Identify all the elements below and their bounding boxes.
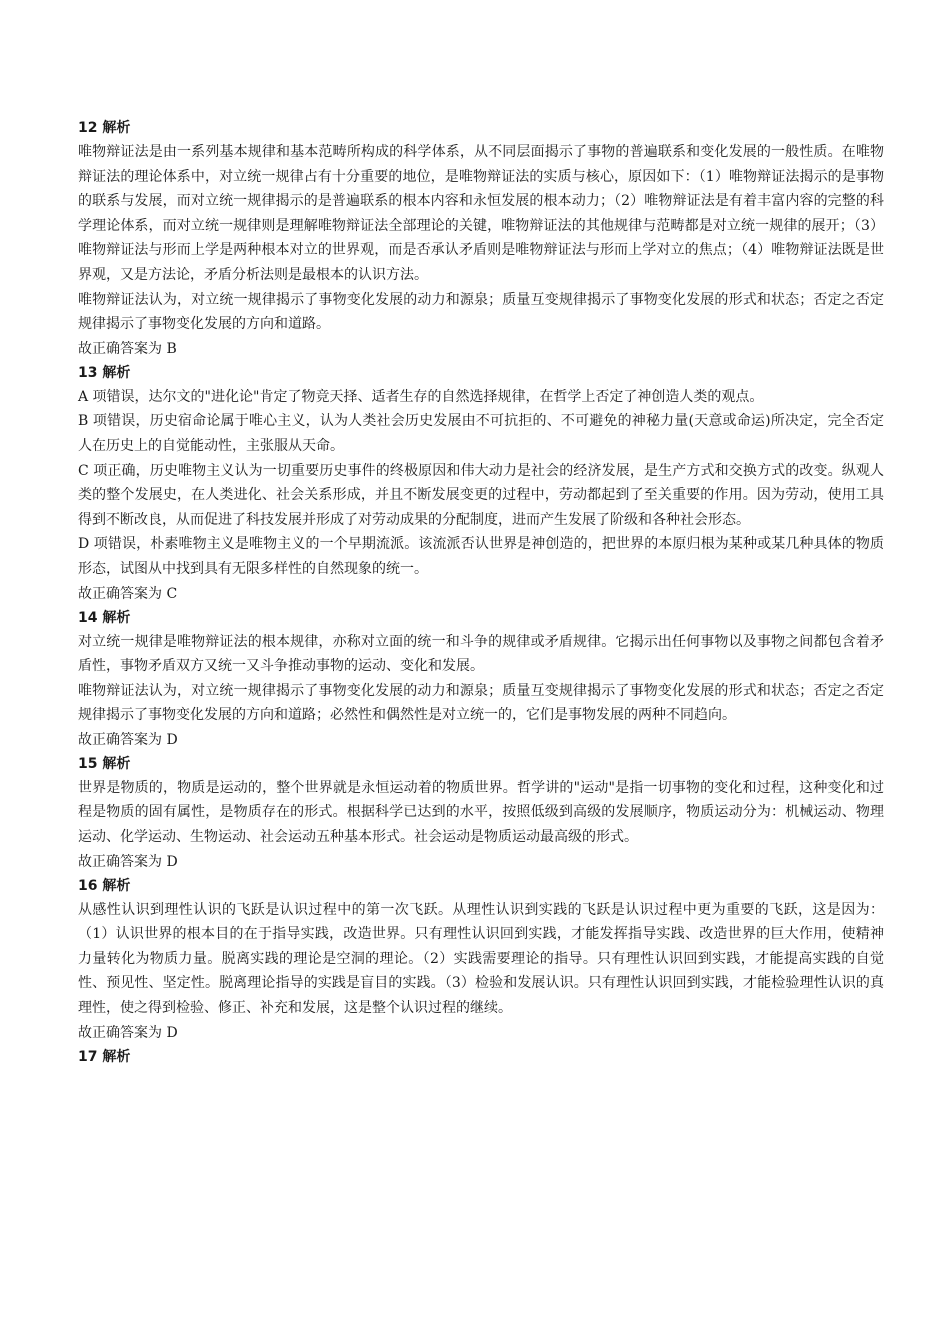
analysis-section-17 <box>78 1045 884 1069</box>
answer-line: 故正确答案为 D <box>78 1024 178 1041</box>
paragraph: 唯物辩证法认为，对立统一规律揭示了事物变化发展的动力和源泉；质量互变规律揭示了事物变化发展的形式和状态；否定之否定规律揭示了事物变化发展的方向和道路。 <box>78 291 884 333</box>
paragraph: D 项错误，朴素唯物主义是唯物主义的一个早期流派。该流派否认世界是神创造的，把世界的本原归根为某种或某几种具体的物质形态，试图从中找到具有无限多样性的自然现象的统一。 <box>78 536 884 577</box>
analysis-section-15 <box>78 752 884 874</box>
analysis-section-13 <box>78 361 884 606</box>
answer-line: 故正确答案为 D <box>78 731 178 748</box>
analysis-section-16 <box>78 874 884 1045</box>
answer-line: 故正确答案为 D <box>78 853 178 870</box>
analysis-section-12 <box>78 116 884 361</box>
section-heading: 14 解析 <box>78 609 131 626</box>
paragraph: A 项错误，达尔文的"进化论"肯定了物竞天择、适者生存的自然选择规律，在哲学上否定了神创造人类的观点。 <box>78 388 764 405</box>
paragraph: C 项正确，历史唯物主义认为一切重要历史事件的终极原因和伟大动力是社会的经济发展，是生产方式和交换方式的改变。纵观人类的整个发展史，在人类进化、社会关系形成，并且不断发展变更的过程中，劳动都起到了至关重要的作用。因为劳动，使用工具得到不断改良，从而促进了科技发展并形成了对劳动成果的分配制度，进而产生发展了阶级和各种社会形态。 <box>78 462 884 528</box>
section-heading: 12 解析 <box>78 120 131 136</box>
section-heading: 17 解析 <box>78 1048 131 1065</box>
answer-line: 故正确答案为 B <box>78 340 177 357</box>
paragraph: 唯物辩证法认为，对立统一规律揭示了事物变化发展的动力和源泉；质量互变规律揭示了事物变化发展的形式和状态；否定之否定规律揭示了事物变化发展的方向和道路；必然性和偶然性是对立统一的，它们是事物发展的两种不同趋向。 <box>78 682 884 724</box>
answer-line: 故正确答案为 C <box>78 585 178 602</box>
paragraph: 世界是物质的，物质是运动的，整个世界就是永恒运动着的物质世界。哲学讲的"运动"是指一切事物的变化和过程，这种变化和过程是物质的固有属性，是物质存在的形式。根据科学已达到的水平，按照低级到高级的发展顺序，物质运动分为：机械运动、物理运动、化学运动、生物运动、社会运动五种基本形式。社会运动是物质运动最高级的形式。 <box>78 779 884 846</box>
section-heading: 15 解析 <box>78 755 131 772</box>
section-heading: 13 解析 <box>78 364 131 381</box>
section-heading: 16 解析 <box>78 877 131 894</box>
paragraph: 对立统一规律是唯物辩证法的根本规律，亦称对立面的统一和斗争的规律或矛盾规律。它揭示出任何事物以及事物之间都包含着矛盾性，事物矛盾双方又统一又斗争推动事物的运动、变化和发展。 <box>78 633 884 675</box>
analysis-section-14 <box>78 606 884 752</box>
paragraph: B 项错误，历史宿命论属于唯心主义，认为人类社会历史发展由不可抗拒的、不可避免的神秘力量(天意或命运)所决定，完全否定人在历史上的自觉能动性，主张服从天命。 <box>78 413 884 454</box>
paragraph: 唯物辩证法是由一系列基本规律和基本范畴所构成的科学体系，从不同层面揭示了事物的普遍联系和变化发展的一般性质。在唯物辩证法的理论体系中，对立统一规律占有十分重要的地位，是唯物辩证法的实质与核心，原因如下：（1）唯物辩证法揭示的是事物的联系与发展，而对立统一规律揭示的是普遍联系的根本内容和永恒发展的根本动力；（2）唯物辩证法是有着丰富内容的完整的科学理论体系，而对立统一规律则是理解唯物辩证法全部理论的关键，唯物辩证法的其他规律与范畴都是对立统一规律的展开；（3）唯物辩证法与形而上学是两种根本对立的世界观，而是否承认矛盾则是唯物辩证法与形而上学对立的焦点；（4）唯物辩证法既是世界观，又是方法论，矛盾分析法则是最根本的认识方法。 <box>78 144 884 283</box>
document-page <box>78 116 884 1069</box>
paragraph: 从感性认识到理性认识的飞跃是认识过程中的第一次飞跃。从理性认识到实践的飞跃是认识过程中更为重要的飞跃，这是因为：（1）认识世界的根本目的在于指导实践，改造世界。只有理性认识回到实践，才能发挥指导实践、改造世界的巨大作用，使精神力量转化为物质力量。脱离实践的理论是空洞的理论。（2）实践需要理论的指导。只有理性认识回到实践，才能提高实践的自觉性、预见性、坚定性。脱离理论指导的实践是盲目的实践。（3）检验和发展认识。只有理性认识回到实践，才能检验理性认识的真理性，使之得到检验、修正、补充和发展，这是整个认识过程的继续。 <box>78 901 884 1017</box>
